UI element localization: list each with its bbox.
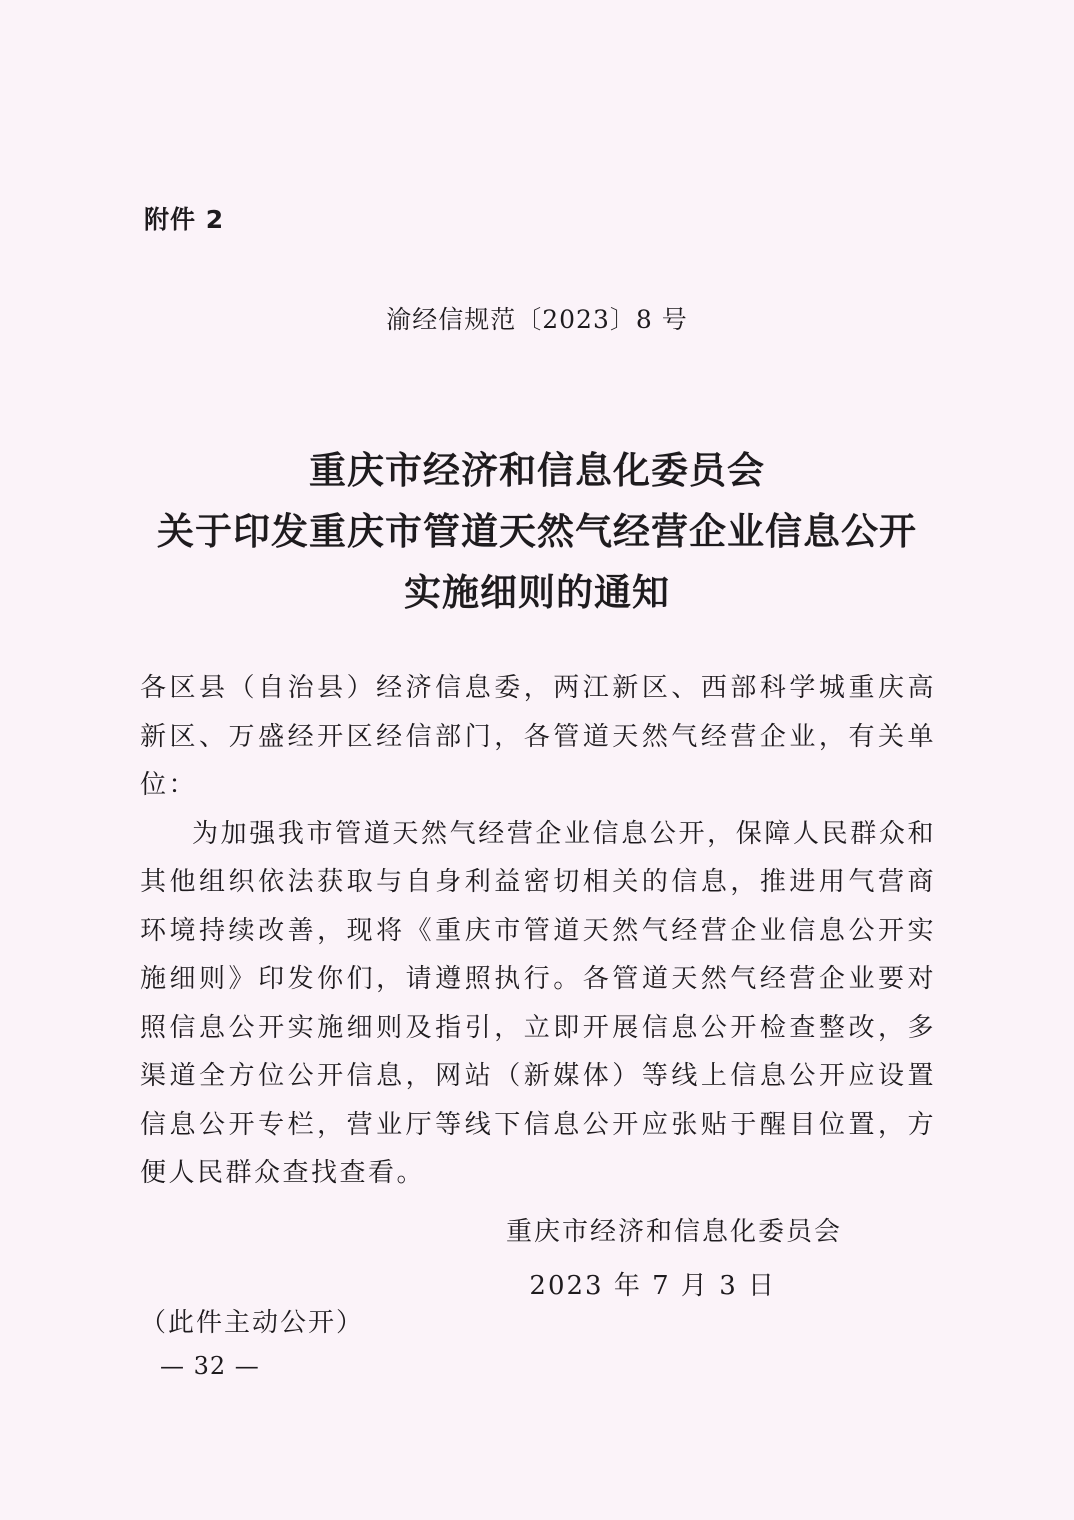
document-number: 渝经信规范〔2023〕8 号: [386, 305, 688, 334]
main-paragraph: 为加强我市管道天然气经营企业信息公开，保障人民群众和其他组织依法获取与自身利益密切相关的信息，推进用气营商环境持续改善，现将《重庆市管道天然气经营企业信息公开实施细则》印发你们，请遵照执行。各管道天然气经营企业要对照信息公开实施细则及指引，立即开展信息公开检查整改，多渠道全方位公开信息，网站（新媒体）等线上信息公开应设置信息公开专栏，营业厅等线下信息公开应张贴于醒目位置，方便人民群众查找查看。: [140, 818, 936, 1188]
document-body: [140, 664, 936, 1198]
title-line-1: 重庆市经济和信息化委员会: [309, 449, 765, 492]
page-number: — 32 —: [160, 1352, 260, 1380]
signature-organization: 重庆市经济和信息化委员会: [505, 1217, 842, 1247]
document-title: [100, 440, 974, 623]
signature-block: [0, 1205, 842, 1313]
attachment-label: 附件 2: [144, 205, 225, 234]
title-line-2: 关于印发重庆市管道天然气经营企业信息公开: [157, 510, 917, 553]
title-line-3: 实施细则的通知: [404, 571, 670, 614]
disclosure-note: （此件主动公开）: [140, 1308, 365, 1338]
signature-date: 2023 年 7 月 3 日: [529, 1271, 776, 1301]
recipients-paragraph: 各区县（自治县）经济信息委，两江新区、西部科学城重庆高新区、万盛经开区经信部门，各管道天然气经营企业，有关单位：: [140, 673, 936, 800]
